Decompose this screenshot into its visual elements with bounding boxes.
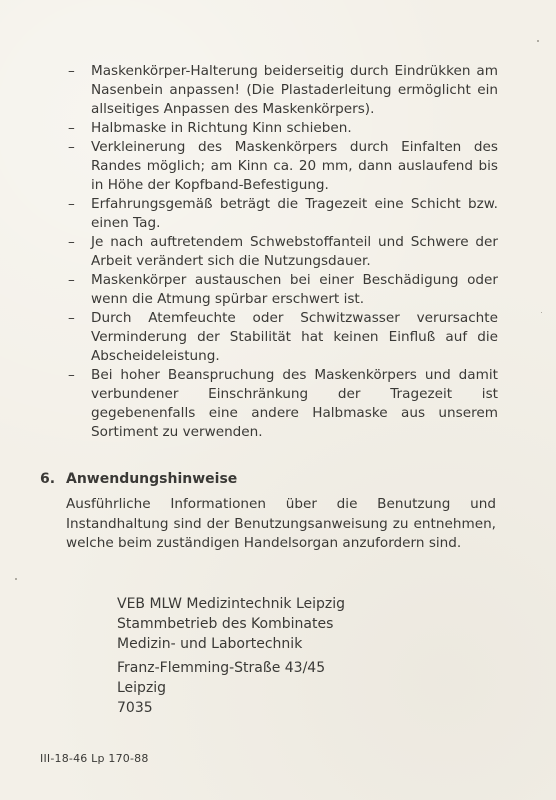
list-item-text: Maskenkörper austauschen bei einer Beschädigung oder wenn die Atmung spürbar erschwert ist. xyxy=(91,272,498,307)
location-block xyxy=(117,658,345,718)
list-item xyxy=(68,138,498,195)
bullet-dash: – xyxy=(68,272,75,288)
document-number: III-18-46 Lp 170-88 xyxy=(40,752,149,765)
company-block xyxy=(117,594,345,654)
list-item-text: Erfahrungsgemäß beträgt die Tragezeit eine Schicht bzw. einen Tag. xyxy=(91,196,498,231)
instruction-list xyxy=(68,62,498,442)
postcode: 7035 xyxy=(117,700,153,716)
street: Franz-Flemming-Straße 43/45 xyxy=(117,660,326,676)
list-item-text: Bei hoher Beanspruchung des Maskenkörpers und damit verbundener Einschränkung der Tragezeit ist gegebenenfalls eine andere Halbmaske aus unserem Sortiment zu verwenden. xyxy=(91,367,498,440)
paper-speck xyxy=(541,312,542,313)
list-item xyxy=(68,233,498,271)
list-item-text: Maskenkörper-Halterung beiderseitig durch Eindrükken am Nasenbein anpassen! (Die Plastaderleitung ermöglicht ein allseitiges Anpassen des Maskenkörpers). xyxy=(91,63,498,117)
list-item-text: Je nach auftretendem Schwebstoffanteil und Schwere der Arbeit verändert sich die Nutzungsdauer. xyxy=(91,234,498,269)
list-item-text: Verkleinerung des Maskenkörpers durch Einfalten des Randes möglich; am Kinn ca. 20 mm, dann auslaufend bis in Höhe der Kopfband-Befestigung. xyxy=(91,139,498,193)
section-title: Anwendungshinweise xyxy=(66,471,238,487)
section-heading xyxy=(40,470,237,489)
paper-speck xyxy=(537,40,539,42)
manufacturer-address xyxy=(117,594,345,722)
list-item xyxy=(68,366,498,442)
company-line-3: Medizin- und Labortechnik xyxy=(117,636,303,652)
list-item xyxy=(68,119,498,138)
bullet-dash: – xyxy=(68,120,75,136)
bullet-dash: – xyxy=(68,139,75,155)
list-item-text: Durch Atemfeuchte oder Schwitzwasser verursachte Verminderung der Stabilität hat keinen Einfluß auf die Abscheideleistung. xyxy=(91,310,498,364)
paper-speck xyxy=(15,578,17,580)
bullet-dash: – xyxy=(68,63,75,79)
section-body: Ausführliche Informationen über die Benutzung und Instandhaltung sind der Benutzungsanweisung zu entnehmen, welche beim zuständigen Handelsorgan anzufordern sind. xyxy=(66,496,496,551)
bullet-dash: – xyxy=(68,234,75,250)
city: Leipzig xyxy=(117,680,167,696)
bullet-dash: – xyxy=(68,310,75,326)
list-item xyxy=(68,271,498,309)
bullet-dash: – xyxy=(68,196,75,212)
list-item xyxy=(68,195,498,233)
company-line-2: Stammbetrieb des Kombinates xyxy=(117,616,334,632)
section-number: 6. xyxy=(40,471,56,487)
list-item xyxy=(68,309,498,366)
company-name: VEB MLW Medizintechnik Leipzig xyxy=(117,596,346,612)
list-item-text: Halbmaske in Richtung Kinn schieben. xyxy=(91,120,352,136)
list-item xyxy=(68,62,498,119)
bullet-dash: – xyxy=(68,367,75,383)
